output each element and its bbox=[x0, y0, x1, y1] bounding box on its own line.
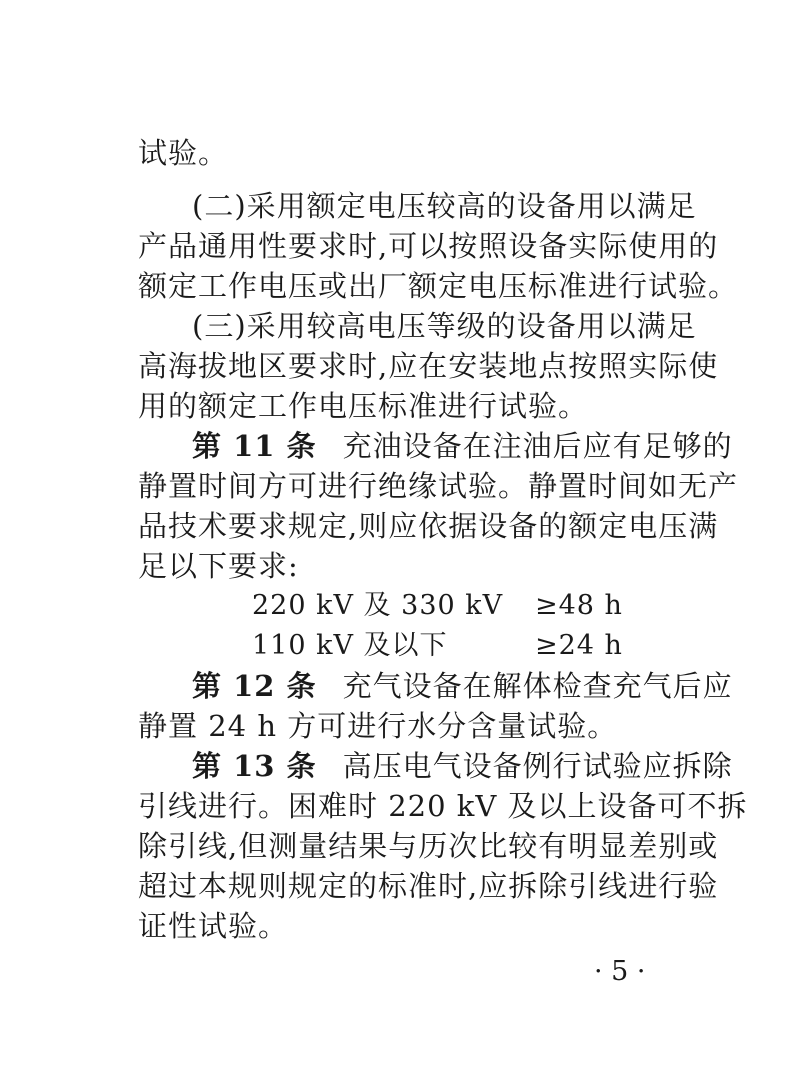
requirement-time: ≥24 h bbox=[535, 630, 623, 661]
text-line: 产品通用性要求时,可以按照设备实际使用的 bbox=[138, 229, 719, 263]
text-line: 静置 24 h 方可进行水分含量试验。 bbox=[138, 709, 618, 743]
text-line: 充气设备在解体检查充气后应 bbox=[342, 669, 733, 703]
text-line: (二)采用额定电压较高的设备用以满足 bbox=[192, 189, 697, 223]
article-12-first-line bbox=[192, 666, 733, 706]
article-13-label: 第 13 条 bbox=[192, 749, 317, 783]
text-line: 用的额定工作电压标准进行试验。 bbox=[138, 389, 589, 423]
requirement-voltage: 110 kV 及以下 bbox=[252, 630, 448, 661]
text-line: 静置时间方可进行绝缘试验。静置时间如无产 bbox=[138, 469, 739, 503]
text-line: 引线进行。困难时 220 kV 及以上设备可不拆 bbox=[138, 789, 748, 823]
text-line: 证性试验。 bbox=[138, 909, 289, 943]
text-line: 品技术要求规定,则应依据设备的额定电压满 bbox=[138, 509, 719, 543]
article-13-first-line bbox=[192, 746, 733, 786]
text-line: 试验。 bbox=[138, 136, 229, 170]
page-number: · 5 · bbox=[594, 956, 646, 987]
requirement-time: ≥48 h bbox=[535, 590, 623, 621]
text-line: (三)采用较高电压等级的设备用以满足 bbox=[192, 309, 697, 343]
text-line: 超过本规则规定的标准时,应拆除引线进行验 bbox=[138, 869, 719, 903]
text-line: 高压电气设备例行试验应拆除 bbox=[342, 749, 733, 783]
text-line: 充油设备在注油后应有足够的 bbox=[342, 429, 733, 463]
text-line: 足以下要求: bbox=[138, 549, 299, 583]
text-line: 额定工作电压或出厂额定电压标准进行试验。 bbox=[138, 269, 739, 303]
requirement-voltage: 220 kV 及 330 kV bbox=[252, 590, 504, 621]
text-line: 高海拔地区要求时,应在安装地点按照实际使 bbox=[138, 349, 719, 383]
text-line: 除引线,但测量结果与历次比较有明显差别或 bbox=[138, 829, 719, 863]
article-12-label: 第 12 条 bbox=[192, 669, 317, 703]
article-11-first-line bbox=[192, 426, 733, 466]
article-11-label: 第 11 条 bbox=[192, 429, 317, 463]
